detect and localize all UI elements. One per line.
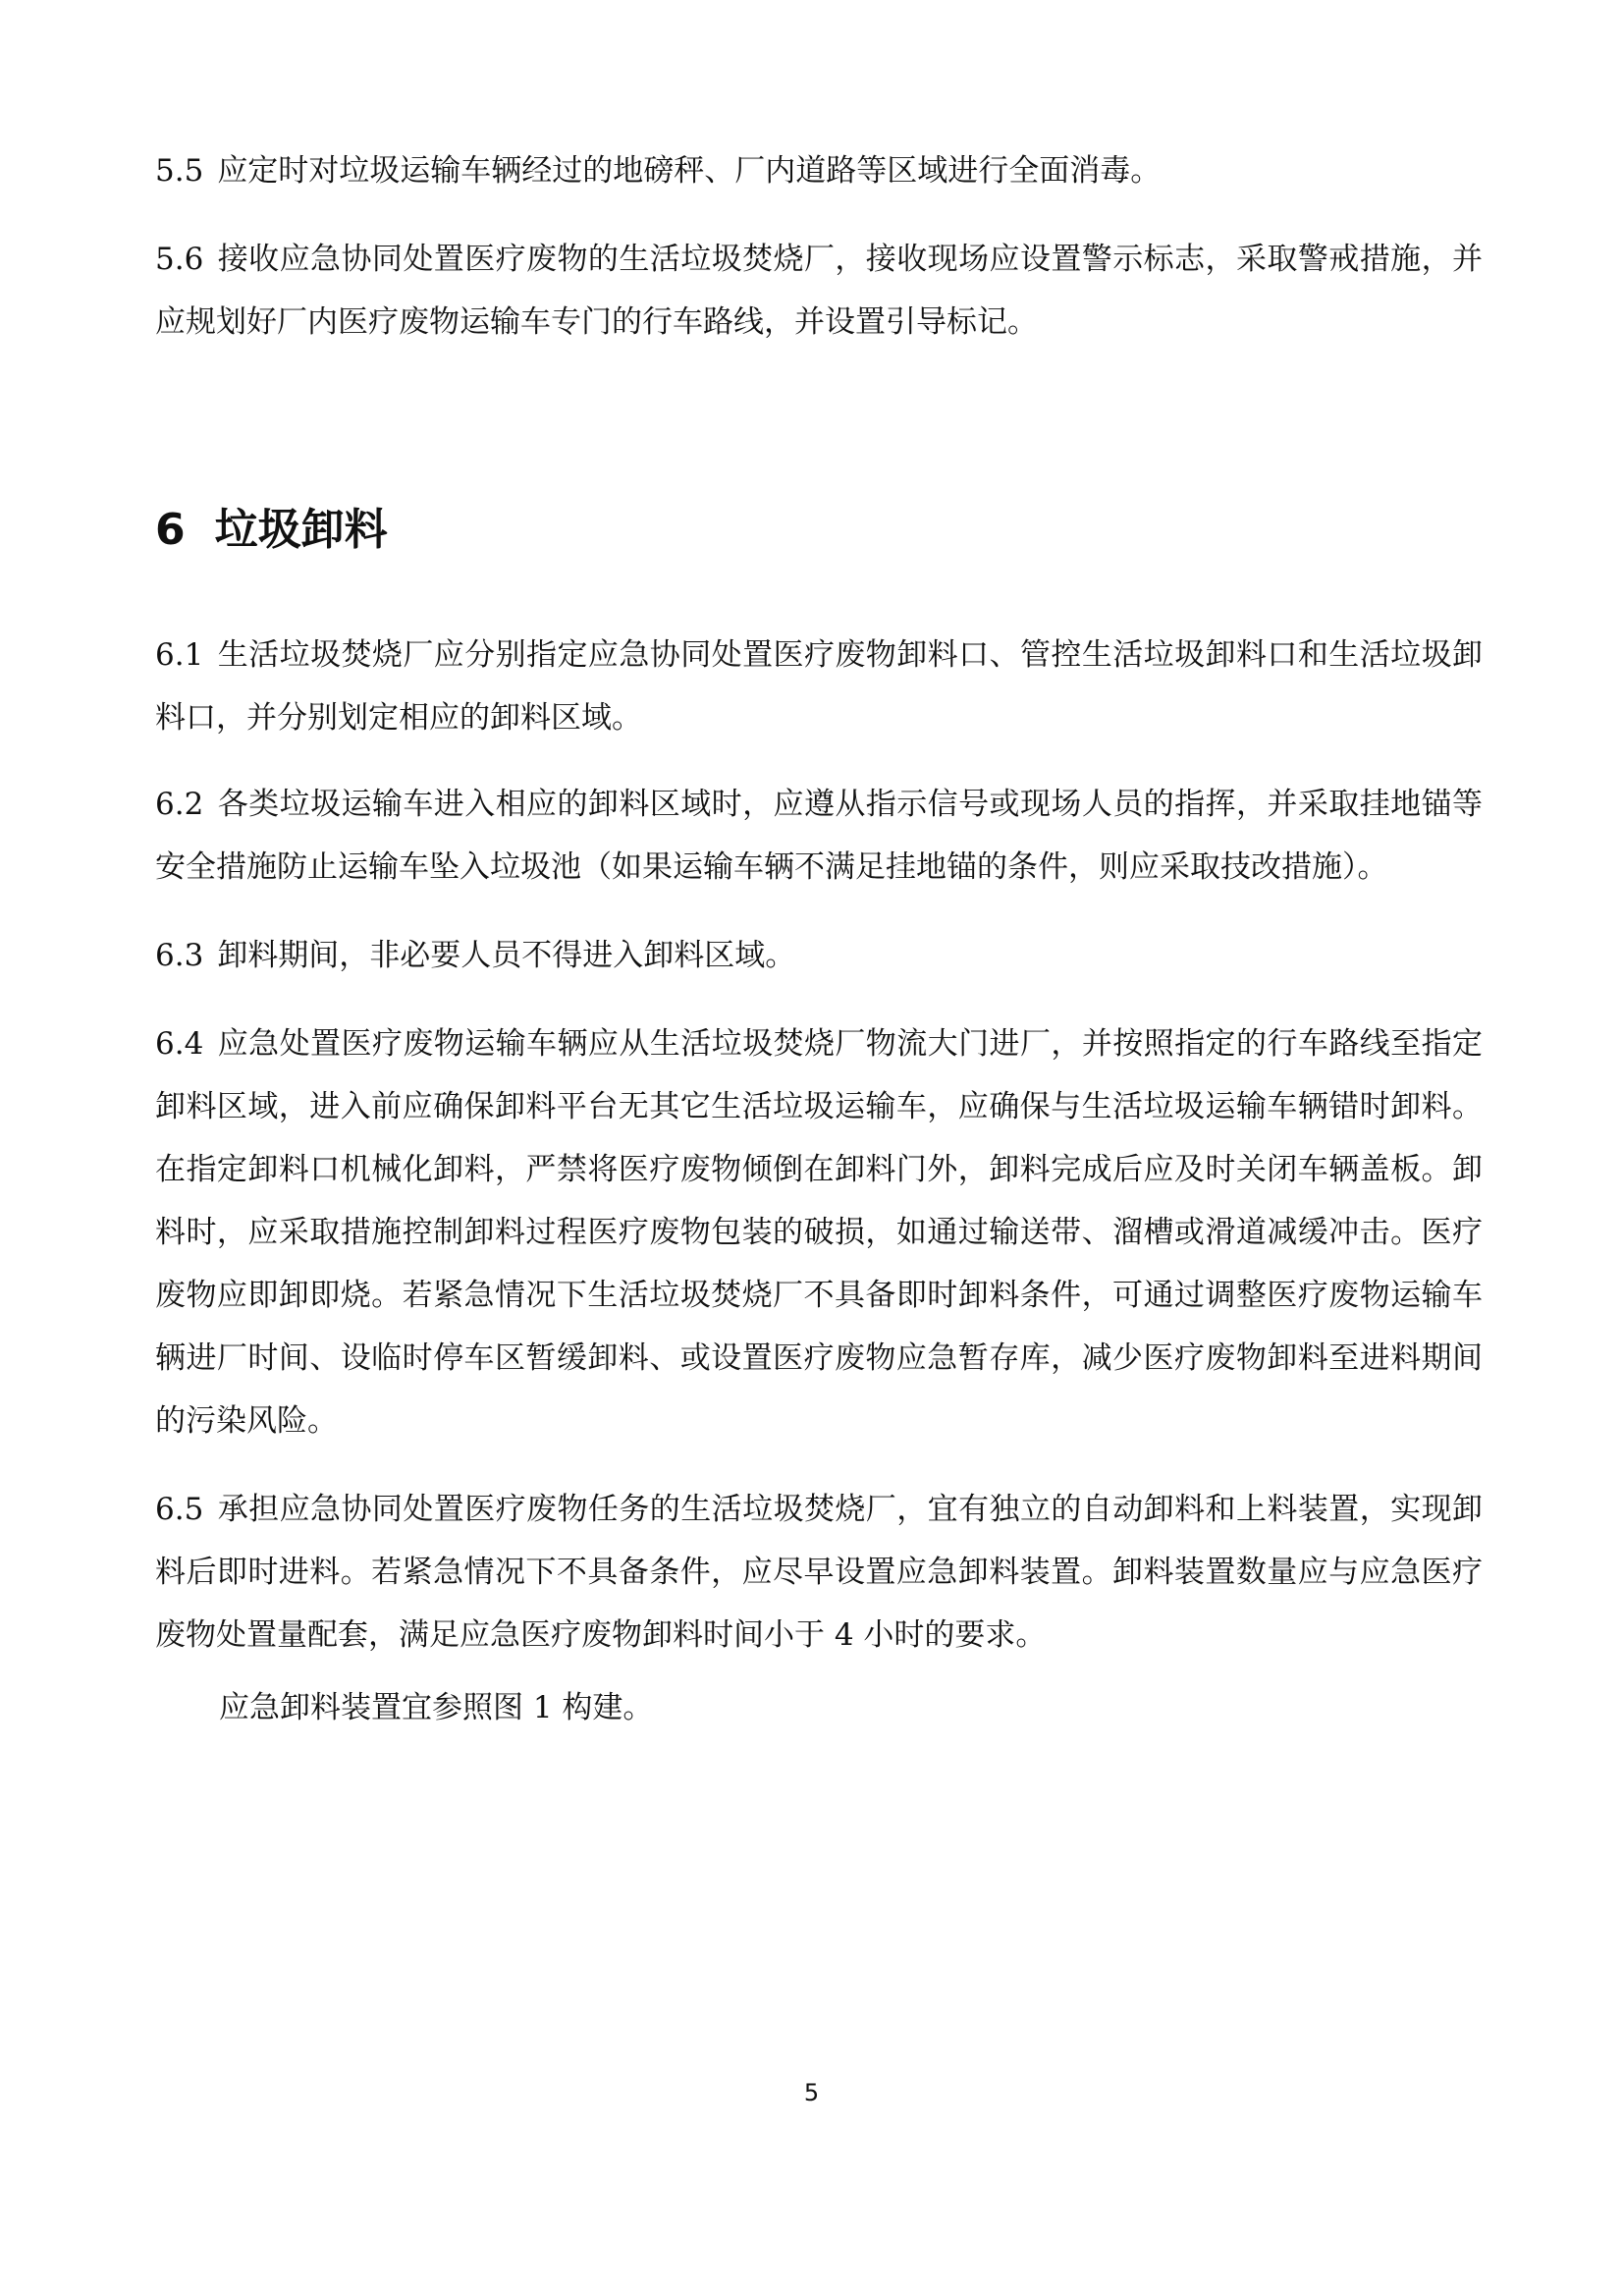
clause-text: 应定时对垃圾运输车辆经过的地磅秤、厂内道路等区域进行全面消毒。 [217, 153, 1162, 189]
clause-number: 6.3 [155, 938, 204, 973]
clause-number: 6.1 [155, 637, 204, 673]
section-number: 6 [155, 505, 186, 555]
paragraph-6-4 [155, 1012, 1483, 1452]
clause-number: 6.4 [155, 1026, 204, 1062]
paragraph-6-2 [155, 773, 1483, 899]
clause-text: 各类垃圾运输车进入相应的卸料区域时，应遵从指示信号或现场人员的指挥，并采取挂地锚等安全措施防止运输车坠入垃圾池（如果运输车辆不满足挂地锚的条件，则应采取技改措施）。 [155, 787, 1483, 885]
paragraph-6-5 [155, 1478, 1483, 1667]
figure-reference-note: 应急卸料装置宜参照图 1 构建。 [219, 1690, 654, 1725]
section-heading [155, 501, 388, 560]
clause-number: 5.5 [155, 153, 204, 189]
paragraph-5-5 [155, 139, 1483, 202]
clause-number: 5.6 [155, 242, 204, 277]
section-title: 垃圾卸料 [214, 505, 388, 555]
paragraph-6-1 [155, 624, 1483, 749]
clause-number: 6.2 [155, 787, 204, 822]
paragraph-6-3 [155, 924, 1483, 987]
clause-text: 生活垃圾焚烧厂应分别指定应急协同处置医疗废物卸料口、管控生活垃圾卸料口和生活垃圾卸料口，并分别划定相应的卸料区域。 [155, 637, 1483, 736]
clause-text: 接收应急协同处置医疗废物的生活垃圾焚烧厂，接收现场应设置警示标志，采取警戒措施，并应规划好厂内医疗废物运输车专门的行车路线，并设置引导标记。 [155, 242, 1483, 340]
clause-number: 6.5 [155, 1492, 204, 1527]
paragraph-5-6 [155, 228, 1483, 354]
clause-text: 承担应急协同处置医疗废物任务的生活垃圾焚烧厂，宜有独立的自动卸料和上料装置，实现卸料后即时进料。若紧急情况下不具备条件，应尽早设置应急卸料装置。卸料装置数量应与应急医疗废物处置量配套，满足应急医疗废物卸料时间小于 4 小时的要求。 [155, 1492, 1483, 1653]
page-number: 5 [803, 2079, 820, 2106]
clause-text: 应急处置医疗废物运输车辆应从生活垃圾焚烧厂物流大门进厂，并按照指定的行车路线至指定卸料区域，进入前应确保卸料平台无其它生活垃圾运输车，应确保与生活垃圾运输车辆错时卸料。在指定卸料口机械化卸料，严禁将医疗废物倾倒在卸料门外，卸料完成后应及时关闭车辆盖板。卸料时，应采取措施控制卸料过程医疗废物包装的破损，如通过输送带、溜槽或滑道减缓冲击。医疗废物应即卸即烧。若紧急情况下生活垃圾焚烧厂不具备即时卸料条件，可通过调整医疗废物运输车辆进厂时间、设临时停车区暂缓卸料、或设置医疗废物应急暂存库，减少医疗废物卸料至进料期间的污染风险。 [155, 1026, 1483, 1439]
clause-text: 卸料期间，非必要人员不得进入卸料区域。 [217, 938, 796, 973]
